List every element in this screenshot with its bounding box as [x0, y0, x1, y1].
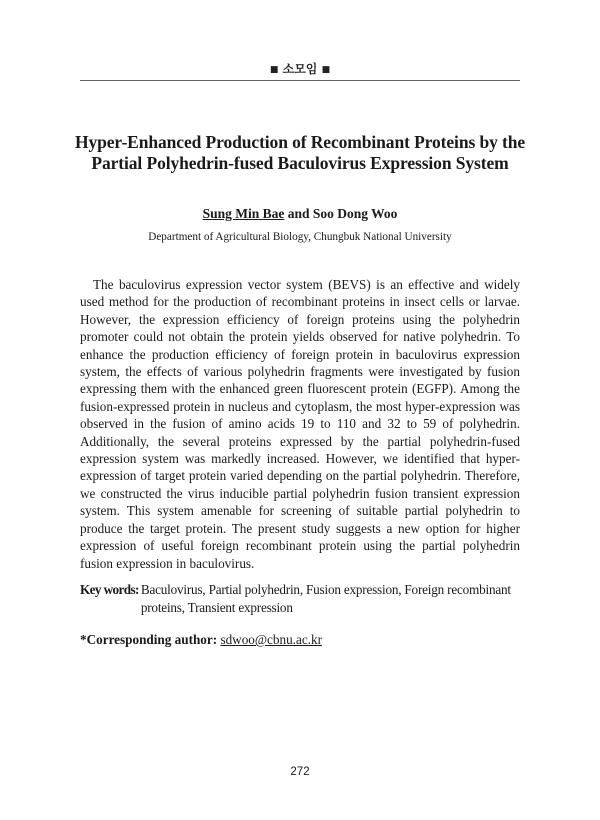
- square-marker-right: ■: [321, 65, 331, 75]
- author-list: [80, 206, 520, 222]
- corresponding-email: sdwoo@cbnu.ac.kr: [220, 632, 322, 647]
- author-connector: and: [287, 206, 310, 221]
- keywords-text: Baculovirus, Partial polyhedrin, Fusion expression, Foreign recombinant proteins, Transient expression: [140, 582, 511, 615]
- title-line-1: Hyper-Enhanced Production of Recombinant Proteins by the: [74, 132, 526, 152]
- paper-title: [70, 132, 530, 174]
- corresponding-label: *Corresponding author:: [80, 632, 218, 647]
- header-divider: [80, 80, 520, 81]
- affiliation: Department of Agricultural Biology, Chungbuk National University: [148, 231, 452, 243]
- abstract-paragraph: The baculovirus expression vector system (BEVS) is an effective and widely used method for the production of recombinant proteins in insect cells or larvae. However, the expression efficiency of foreign proteins using the polyhedrin promoter could not obtain the protein yields observed for native polyhedrin. To enhance the production efficiency of foreign protein in baculovirus expression system, the effects of various polyhedrin fragments were investigated by fusion expressing them with the enhanced green fluorescent protein (EGFP). Among the fusion-expressed protein in nucleus and cytoplasm, the most hyper-expression was observed in the fusion of amino acids 19 to 110 and 32 to 59 of polyhedrin. Additionally, the several proteins expressed by the partial polyhedrin-fused expression system was markedly increased. However, we identified that hyper-expression of target protein varied depending on the partial polyhedrin. Therefore, we constructed the virus inducible partial polyhedrin fusion transient expression system. This system amenable for screening of suitable partial polyhedrin to produce the target protein. The present study suggests a new option for higher expression of useful foreign recombinant protein using the partial polyhedrin fusion expression in baculovirus.: [80, 277, 520, 571]
- corresponding-author: [80, 632, 520, 648]
- keywords-block: [80, 581, 520, 617]
- author-presenting: Sung Min Bae: [202, 206, 285, 221]
- keywords-label: Key words:: [80, 582, 139, 597]
- author-second: Soo Dong Woo: [312, 206, 398, 221]
- page-number: 272: [290, 766, 310, 778]
- title-line-2: Partial Polyhedrin-fused Baculovirus Expression System: [91, 153, 509, 173]
- section-header: [80, 60, 520, 77]
- section-label: 소모임: [282, 62, 318, 76]
- square-marker-left: ■: [269, 65, 279, 75]
